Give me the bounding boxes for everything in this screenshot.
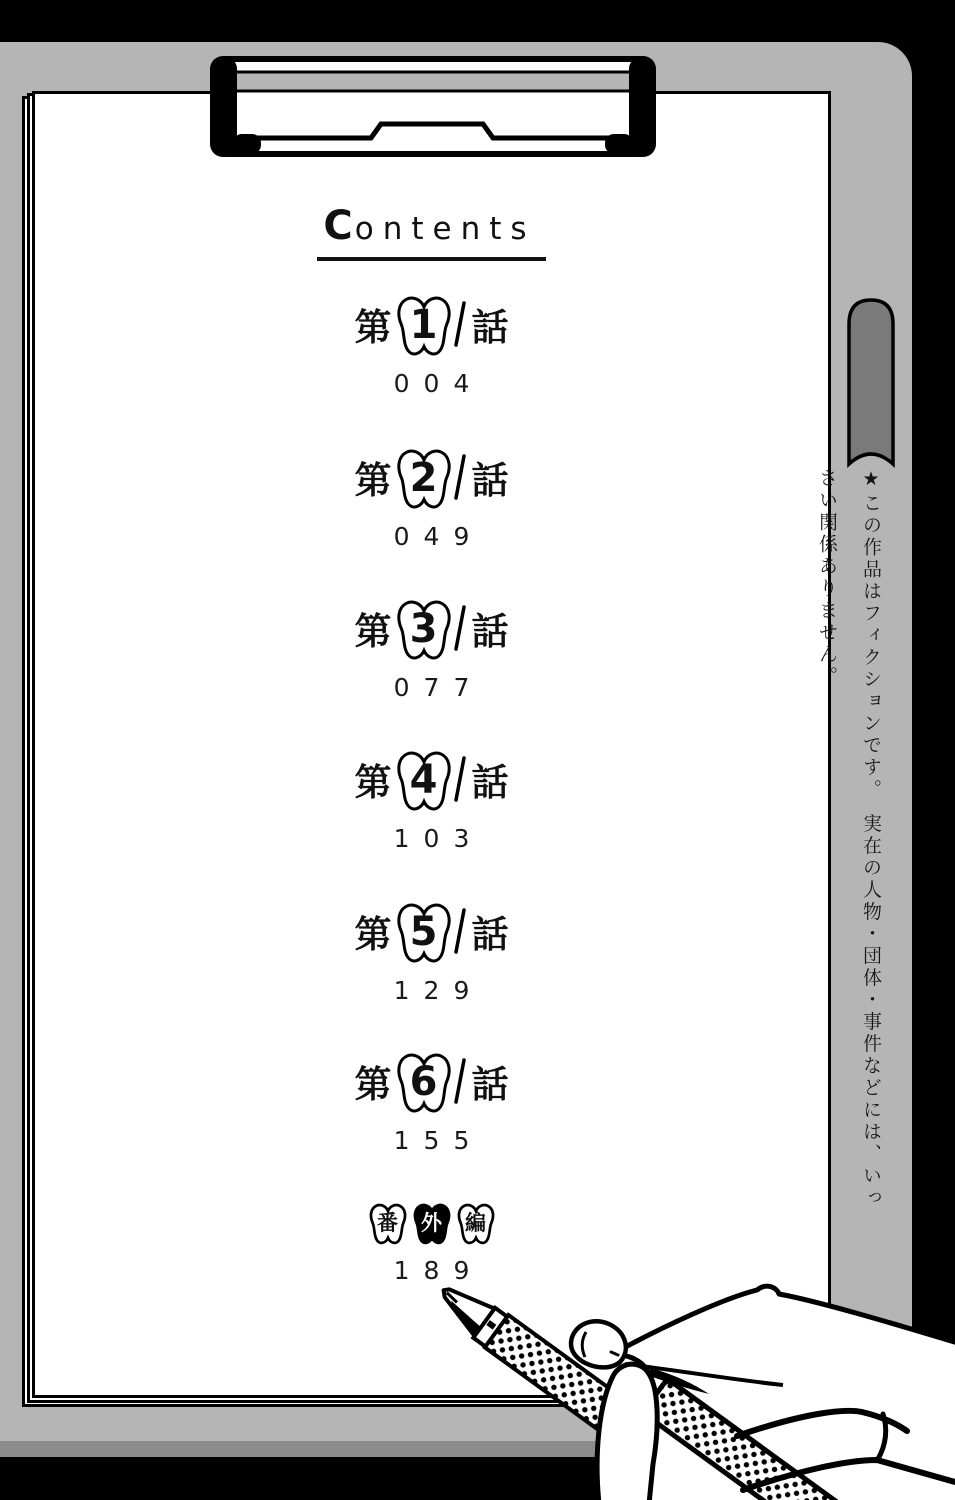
chapter-page-number: 155 — [393, 1126, 484, 1155]
fiction-disclaimer: ★この作品はフィクションです。 実在の人物・団体・事件などには、いっさい関係ありません。 — [816, 468, 882, 1210]
chapter-number: 4 — [409, 757, 438, 803]
extra-char: 外 — [421, 1211, 442, 1235]
chapter-prefix: 第 — [354, 459, 392, 502]
tooth-icon — [394, 599, 470, 664]
tooth-icon — [394, 750, 470, 815]
tooth-icon-small — [455, 1203, 497, 1247]
chapter-page-number: 077 — [393, 673, 484, 702]
chapter-number: 2 — [409, 455, 438, 501]
title-initial: C — [323, 203, 355, 249]
chapter-prefix: 第 — [354, 306, 392, 349]
chapter-page-number: 049 — [393, 522, 484, 551]
chapter-prefix: 第 — [354, 913, 392, 956]
chapter-page-number: 129 — [393, 976, 484, 1005]
chapter-suffix: 話 — [471, 459, 509, 502]
chapter-suffix: 話 — [471, 761, 509, 804]
table-of-contents — [32, 91, 831, 1398]
toc-entry-3 — [32, 599, 831, 702]
toc-entry-4 — [32, 750, 831, 853]
clipboard-hanger-icon — [845, 294, 897, 472]
chapter-suffix: 話 — [471, 306, 509, 349]
toc-entry-1 — [32, 295, 831, 398]
chapter-number: 3 — [409, 606, 438, 652]
chapter-suffix: 話 — [471, 610, 509, 653]
chapter-number: 6 — [409, 1059, 438, 1105]
chapter-page-number: 103 — [393, 824, 484, 853]
tooth-icon-small — [367, 1203, 409, 1247]
chapter-suffix: 話 — [471, 913, 509, 956]
extra-char: 番 — [377, 1211, 398, 1235]
chapter-number: 1 — [409, 302, 438, 348]
tooth-icon — [394, 902, 470, 967]
chapter-suffix: 話 — [471, 1063, 509, 1106]
chapter-number: 5 — [409, 909, 438, 955]
chapter-prefix: 第 — [354, 1063, 392, 1106]
contents-title — [32, 203, 831, 261]
toc-entry-6 — [32, 1052, 831, 1155]
hand-holding-pen-illustration — [413, 1264, 955, 1500]
toc-entry-5 — [32, 902, 831, 1005]
chapter-page-number: 189 — [393, 1256, 484, 1285]
toc-entry-2 — [32, 448, 831, 551]
tooth-icon — [394, 1052, 470, 1117]
tooth-icon — [394, 448, 470, 513]
tooth-icon-small-filled — [411, 1203, 453, 1247]
chapter-page-number: 004 — [393, 369, 484, 398]
tooth-icon — [394, 295, 470, 360]
title-rest: ontents — [354, 211, 536, 247]
chapter-prefix: 第 — [354, 761, 392, 804]
chapter-prefix: 第 — [354, 610, 392, 653]
extra-char: 編 — [465, 1211, 486, 1235]
